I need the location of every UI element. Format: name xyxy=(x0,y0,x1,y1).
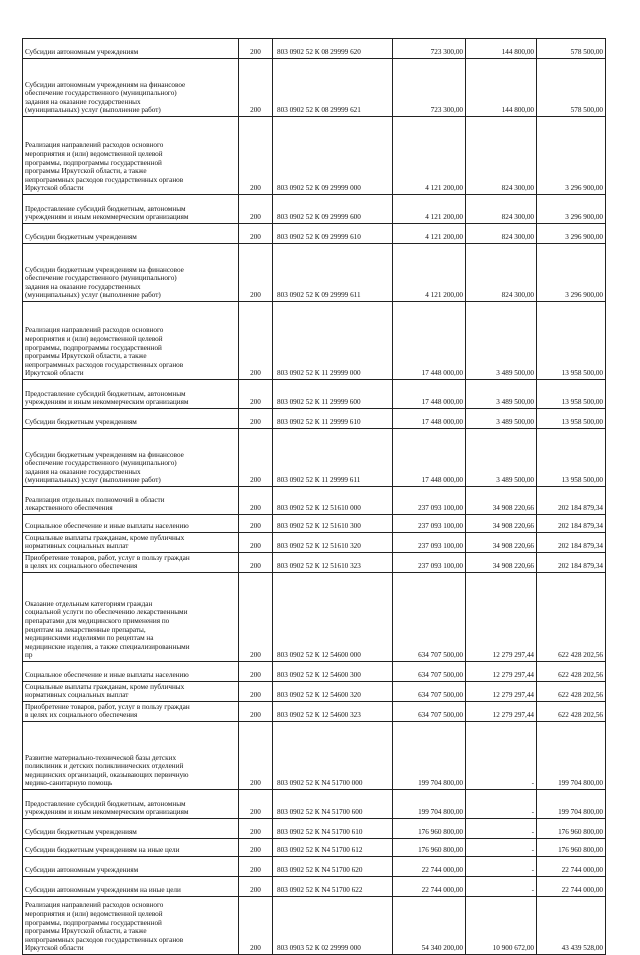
approved-amount-cell: 176 960 800,00 xyxy=(393,819,466,839)
table-row xyxy=(23,857,606,877)
line-code-cell: 200 xyxy=(239,244,273,302)
table-row xyxy=(23,702,606,722)
executed-amount-cell: 34 908 220,66 xyxy=(466,533,537,553)
approved-amount-cell: 237 093 100,00 xyxy=(393,553,466,573)
unexecuted-amount-cell: 3 296 900,00 xyxy=(537,244,606,302)
executed-amount-cell: 34 908 220,66 xyxy=(466,553,537,573)
line-code-cell: 200 xyxy=(239,224,273,244)
approved-amount-cell: 237 093 100,00 xyxy=(393,533,466,553)
expense-name-cell: Субсидии автономным учреждениям на финансовое обеспечение государственного (муниципального) задания на оказание государственных (муниципальных) услуг (выполнение работ) xyxy=(23,59,239,117)
unexecuted-amount-cell: 22 744 000,00 xyxy=(537,877,606,897)
unexecuted-amount-cell: 578 500,00 xyxy=(537,59,606,117)
table-row xyxy=(23,59,606,117)
table-row xyxy=(23,533,606,553)
budget-classification-code-cell: 803 0902 52 К N4 51700 622 xyxy=(273,877,393,897)
expense-name-cell: Социальное обеспечение и иные выплаты населению xyxy=(23,515,239,533)
budget-classification-code-cell: 803 0902 52 К 09 29999 600 xyxy=(273,195,393,224)
table-row xyxy=(23,877,606,897)
unexecuted-amount-cell: 202 184 879,34 xyxy=(537,487,606,515)
line-code-cell: 200 xyxy=(239,722,273,790)
expense-name-cell: Приобретение товаров, работ, услуг в пользу граждан в целях их социального обеспечения xyxy=(23,553,239,573)
unexecuted-amount-cell: 622 428 202,56 xyxy=(537,702,606,722)
budget-classification-code-cell: 803 0902 52 К 11 29999 000 xyxy=(273,302,393,380)
line-code-cell: 200 xyxy=(239,302,273,380)
budget-classification-code-cell: 803 0902 52 К 12 51610 000 xyxy=(273,487,393,515)
approved-amount-cell: 199 704 800,00 xyxy=(393,722,466,790)
expense-name-cell: Субсидии автономным учреждениям xyxy=(23,39,239,59)
line-code-cell: 200 xyxy=(239,857,273,877)
table-row xyxy=(23,553,606,573)
budget-classification-code-cell: 803 0902 52 К 12 54600 000 xyxy=(273,573,393,662)
unexecuted-amount-cell: 622 428 202,56 xyxy=(537,573,606,662)
executed-amount-cell: 824 300,00 xyxy=(466,195,537,224)
expense-name-cell: Развитие материально-технической базы детских поликлиник и детских поликлинических отделений медицинских организаций, оказывающих первичную медико-санитарную помощь xyxy=(23,722,239,790)
unexecuted-amount-cell: 3 296 900,00 xyxy=(537,224,606,244)
executed-amount-cell: - xyxy=(466,790,537,819)
unexecuted-amount-cell: 199 704 800,00 xyxy=(537,790,606,819)
budget-classification-code-cell: 803 0902 52 К 09 29999 611 xyxy=(273,244,393,302)
approved-amount-cell: 723 300,00 xyxy=(393,39,466,59)
expense-name-cell: Субсидии бюджетным учреждениям xyxy=(23,224,239,244)
budget-classification-code-cell: 803 0902 52 К 12 51610 323 xyxy=(273,553,393,573)
approved-amount-cell: 17 448 000,00 xyxy=(393,429,466,487)
expense-name-cell: Социальные выплаты гражданам, кроме публичных нормативных социальных выплат xyxy=(23,533,239,553)
table-row xyxy=(23,662,606,682)
budget-classification-code-cell: 803 0902 52 К N4 51700 612 xyxy=(273,839,393,857)
executed-amount-cell: 34 908 220,66 xyxy=(466,515,537,533)
expense-name-cell: Реализация направлений расходов основного мероприятия и (или) ведомственной целевой программы, подпрограммы государственной программы Иркутской области, а также непрограммных расходов государственных органов Иркутской области xyxy=(23,897,239,955)
expense-name-cell: Субсидии бюджетным учреждениям xyxy=(23,409,239,429)
expense-name-cell: Предоставление субсидий бюджетным, автономным учреждениям и иным некоммерческим организациям xyxy=(23,380,239,409)
executed-amount-cell: 3 489 500,00 xyxy=(466,302,537,380)
budget-classification-code-cell: 803 0902 52 К 09 29999 000 xyxy=(273,117,393,195)
executed-amount-cell: - xyxy=(466,877,537,897)
unexecuted-amount-cell: 13 958 500,00 xyxy=(537,409,606,429)
executed-amount-cell: - xyxy=(466,722,537,790)
approved-amount-cell: 22 744 000,00 xyxy=(393,877,466,897)
line-code-cell: 200 xyxy=(239,429,273,487)
line-code-cell: 200 xyxy=(239,682,273,702)
line-code-cell: 200 xyxy=(239,702,273,722)
budget-classification-code-cell: 803 0902 52 К 08 29999 620 xyxy=(273,39,393,59)
expense-name-cell: Социальные выплаты гражданам, кроме публичных нормативных социальных выплат xyxy=(23,682,239,702)
approved-amount-cell: 723 300,00 xyxy=(393,59,466,117)
expense-name-cell: Субсидии автономным учреждениям на иные цели xyxy=(23,877,239,897)
approved-amount-cell: 4 121 200,00 xyxy=(393,195,466,224)
approved-amount-cell: 4 121 200,00 xyxy=(393,224,466,244)
budget-classification-code-cell: 803 0902 52 К 12 54600 300 xyxy=(273,662,393,682)
line-code-cell: 200 xyxy=(239,195,273,224)
unexecuted-amount-cell: 199 704 800,00 xyxy=(537,722,606,790)
table-row xyxy=(23,487,606,515)
executed-amount-cell: 824 300,00 xyxy=(466,244,537,302)
executed-amount-cell: 12 279 297,44 xyxy=(466,702,537,722)
approved-amount-cell: 199 704 800,00 xyxy=(393,790,466,819)
unexecuted-amount-cell: 22 744 000,00 xyxy=(537,857,606,877)
line-code-cell: 200 xyxy=(239,839,273,857)
unexecuted-amount-cell: 13 958 500,00 xyxy=(537,429,606,487)
table-row xyxy=(23,117,606,195)
budget-classification-code-cell: 803 0902 52 К 09 29999 610 xyxy=(273,224,393,244)
table-row xyxy=(23,682,606,702)
executed-amount-cell: 34 908 220,66 xyxy=(466,487,537,515)
line-code-cell: 200 xyxy=(239,117,273,195)
expense-name-cell: Предоставление субсидий бюджетным, автономным учреждениям и иным некоммерческим организациям xyxy=(23,790,239,819)
executed-amount-cell: 824 300,00 xyxy=(466,224,537,244)
line-code-cell: 200 xyxy=(239,380,273,409)
unexecuted-amount-cell: 622 428 202,56 xyxy=(537,682,606,702)
budget-classification-code-cell: 803 0902 52 К 12 54600 323 xyxy=(273,702,393,722)
budget-classification-code-cell: 803 0902 52 К 08 29999 621 xyxy=(273,59,393,117)
table-row xyxy=(23,429,606,487)
budget-classification-code-cell: 803 0902 52 К 12 54600 320 xyxy=(273,682,393,702)
executed-amount-cell: 824 300,00 xyxy=(466,117,537,195)
table-row xyxy=(23,790,606,819)
approved-amount-cell: 54 340 200,00 xyxy=(393,897,466,955)
approved-amount-cell: 4 121 200,00 xyxy=(393,117,466,195)
line-code-cell: 200 xyxy=(239,877,273,897)
line-code-cell: 200 xyxy=(239,533,273,553)
executed-amount-cell: 10 900 672,00 xyxy=(466,897,537,955)
approved-amount-cell: 634 707 500,00 xyxy=(393,682,466,702)
table-row xyxy=(23,409,606,429)
budget-classification-code-cell: 803 0902 52 К N4 51700 600 xyxy=(273,790,393,819)
unexecuted-amount-cell: 176 960 800,00 xyxy=(537,839,606,857)
expense-name-cell: Субсидии бюджетным учреждениям на финансовое обеспечение государственного (муниципального) задания на оказание государственных (муниципальных) услуг (выполнение работ) xyxy=(23,429,239,487)
budget-classification-code-cell: 803 0902 52 К 11 29999 610 xyxy=(273,409,393,429)
budget-table-page xyxy=(22,38,605,955)
budget-classification-code-cell: 803 0902 52 К N4 51700 000 xyxy=(273,722,393,790)
executed-amount-cell: 3 489 500,00 xyxy=(466,380,537,409)
budget-classification-code-cell: 803 0902 52 К N4 51700 620 xyxy=(273,857,393,877)
line-code-cell: 200 xyxy=(239,819,273,839)
approved-amount-cell: 17 448 000,00 xyxy=(393,409,466,429)
unexecuted-amount-cell: 578 500,00 xyxy=(537,39,606,59)
approved-amount-cell: 237 093 100,00 xyxy=(393,515,466,533)
unexecuted-amount-cell: 13 958 500,00 xyxy=(537,380,606,409)
line-code-cell: 200 xyxy=(239,790,273,819)
table-row xyxy=(23,39,606,59)
executed-amount-cell: - xyxy=(466,839,537,857)
expense-name-cell: Субсидии бюджетным учреждениям на финансовое обеспечение государственного (муниципального) задания на оказание государственных (муниципальных) услуг (выполнение работ) xyxy=(23,244,239,302)
unexecuted-amount-cell: 202 184 879,34 xyxy=(537,515,606,533)
executed-amount-cell: 144 800,00 xyxy=(466,39,537,59)
table-row xyxy=(23,302,606,380)
approved-amount-cell: 4 121 200,00 xyxy=(393,244,466,302)
executed-amount-cell: 3 489 500,00 xyxy=(466,429,537,487)
executed-amount-cell: - xyxy=(466,819,537,839)
expense-name-cell: Субсидии бюджетным учреждениям xyxy=(23,819,239,839)
line-code-cell: 200 xyxy=(239,573,273,662)
expense-name-cell: Социальное обеспечение и иные выплаты населению xyxy=(23,662,239,682)
table-row xyxy=(23,380,606,409)
unexecuted-amount-cell: 3 296 900,00 xyxy=(537,117,606,195)
unexecuted-amount-cell: 43 439 528,00 xyxy=(537,897,606,955)
table-row xyxy=(23,244,606,302)
approved-amount-cell: 237 093 100,00 xyxy=(393,487,466,515)
line-code-cell: 200 xyxy=(239,897,273,955)
budget-classification-code-cell: 803 0902 52 К 11 29999 600 xyxy=(273,380,393,409)
table-row xyxy=(23,195,606,224)
unexecuted-amount-cell: 3 296 900,00 xyxy=(537,195,606,224)
budget-classification-code-cell: 803 0903 52 К 02 29999 000 xyxy=(273,897,393,955)
approved-amount-cell: 634 707 500,00 xyxy=(393,662,466,682)
expense-name-cell: Реализация отдельных полномочий в области лекарственного обеспечения xyxy=(23,487,239,515)
expense-name-cell: Предоставление субсидий бюджетным, автономным учреждениям и иным некоммерческим организациям xyxy=(23,195,239,224)
table-row xyxy=(23,897,606,955)
budget-classification-code-cell: 803 0902 52 К N4 51700 610 xyxy=(273,819,393,839)
budget-classification-code-cell: 803 0902 52 К 11 29999 611 xyxy=(273,429,393,487)
line-code-cell: 200 xyxy=(239,59,273,117)
budget-classification-code-cell: 803 0902 52 К 12 51610 320 xyxy=(273,533,393,553)
budget-table-body xyxy=(23,39,606,955)
executed-amount-cell: 144 800,00 xyxy=(466,59,537,117)
approved-amount-cell: 634 707 500,00 xyxy=(393,702,466,722)
table-row xyxy=(23,515,606,533)
approved-amount-cell: 17 448 000,00 xyxy=(393,302,466,380)
approved-amount-cell: 22 744 000,00 xyxy=(393,857,466,877)
unexecuted-amount-cell: 13 958 500,00 xyxy=(537,302,606,380)
line-code-cell: 200 xyxy=(239,515,273,533)
line-code-cell: 200 xyxy=(239,487,273,515)
unexecuted-amount-cell: 622 428 202,56 xyxy=(537,662,606,682)
table-row xyxy=(23,573,606,662)
approved-amount-cell: 634 707 500,00 xyxy=(393,573,466,662)
line-code-cell: 200 xyxy=(239,553,273,573)
executed-amount-cell: - xyxy=(466,857,537,877)
approved-amount-cell: 17 448 000,00 xyxy=(393,380,466,409)
unexecuted-amount-cell: 202 184 879,34 xyxy=(537,533,606,553)
table-row xyxy=(23,722,606,790)
unexecuted-amount-cell: 176 960 800,00 xyxy=(537,819,606,839)
budget-table xyxy=(22,38,606,955)
executed-amount-cell: 3 489 500,00 xyxy=(466,409,537,429)
unexecuted-amount-cell: 202 184 879,34 xyxy=(537,553,606,573)
executed-amount-cell: 12 279 297,44 xyxy=(466,662,537,682)
approved-amount-cell: 176 960 800,00 xyxy=(393,839,466,857)
expense-name-cell: Реализация направлений расходов основного мероприятия и (или) ведомственной целевой программы, подпрограммы государственной программы Иркутской области, а также непрограммных расходов государственных органов Иркутской области xyxy=(23,117,239,195)
line-code-cell: 200 xyxy=(239,39,273,59)
executed-amount-cell: 12 279 297,44 xyxy=(466,573,537,662)
budget-classification-code-cell: 803 0902 52 К 12 51610 300 xyxy=(273,515,393,533)
expense-name-cell: Субсидии бюджетным учреждениям на иные цели xyxy=(23,839,239,857)
expense-name-cell: Приобретение товаров, работ, услуг в пользу граждан в целях их социального обеспечения xyxy=(23,702,239,722)
table-row xyxy=(23,819,606,839)
line-code-cell: 200 xyxy=(239,662,273,682)
expense-name-cell: Оказание отдельным категориям граждан социальной услуги по обеспечению лекарственными препаратами для медицинского применения по рецептам на лекарственные препараты, медицинскими изделиями по рецептам на медицинские изделия, а также специализированными пр xyxy=(23,573,239,662)
executed-amount-cell: 12 279 297,44 xyxy=(466,682,537,702)
table-row xyxy=(23,839,606,857)
expense-name-cell: Субсидии автономным учреждениям xyxy=(23,857,239,877)
line-code-cell: 200 xyxy=(239,409,273,429)
expense-name-cell: Реализация направлений расходов основного мероприятия и (или) ведомственной целевой программы, подпрограммы государственной программы Иркутской области, а также непрограммных расходов государственных органов Иркутской области xyxy=(23,302,239,380)
table-row xyxy=(23,224,606,244)
